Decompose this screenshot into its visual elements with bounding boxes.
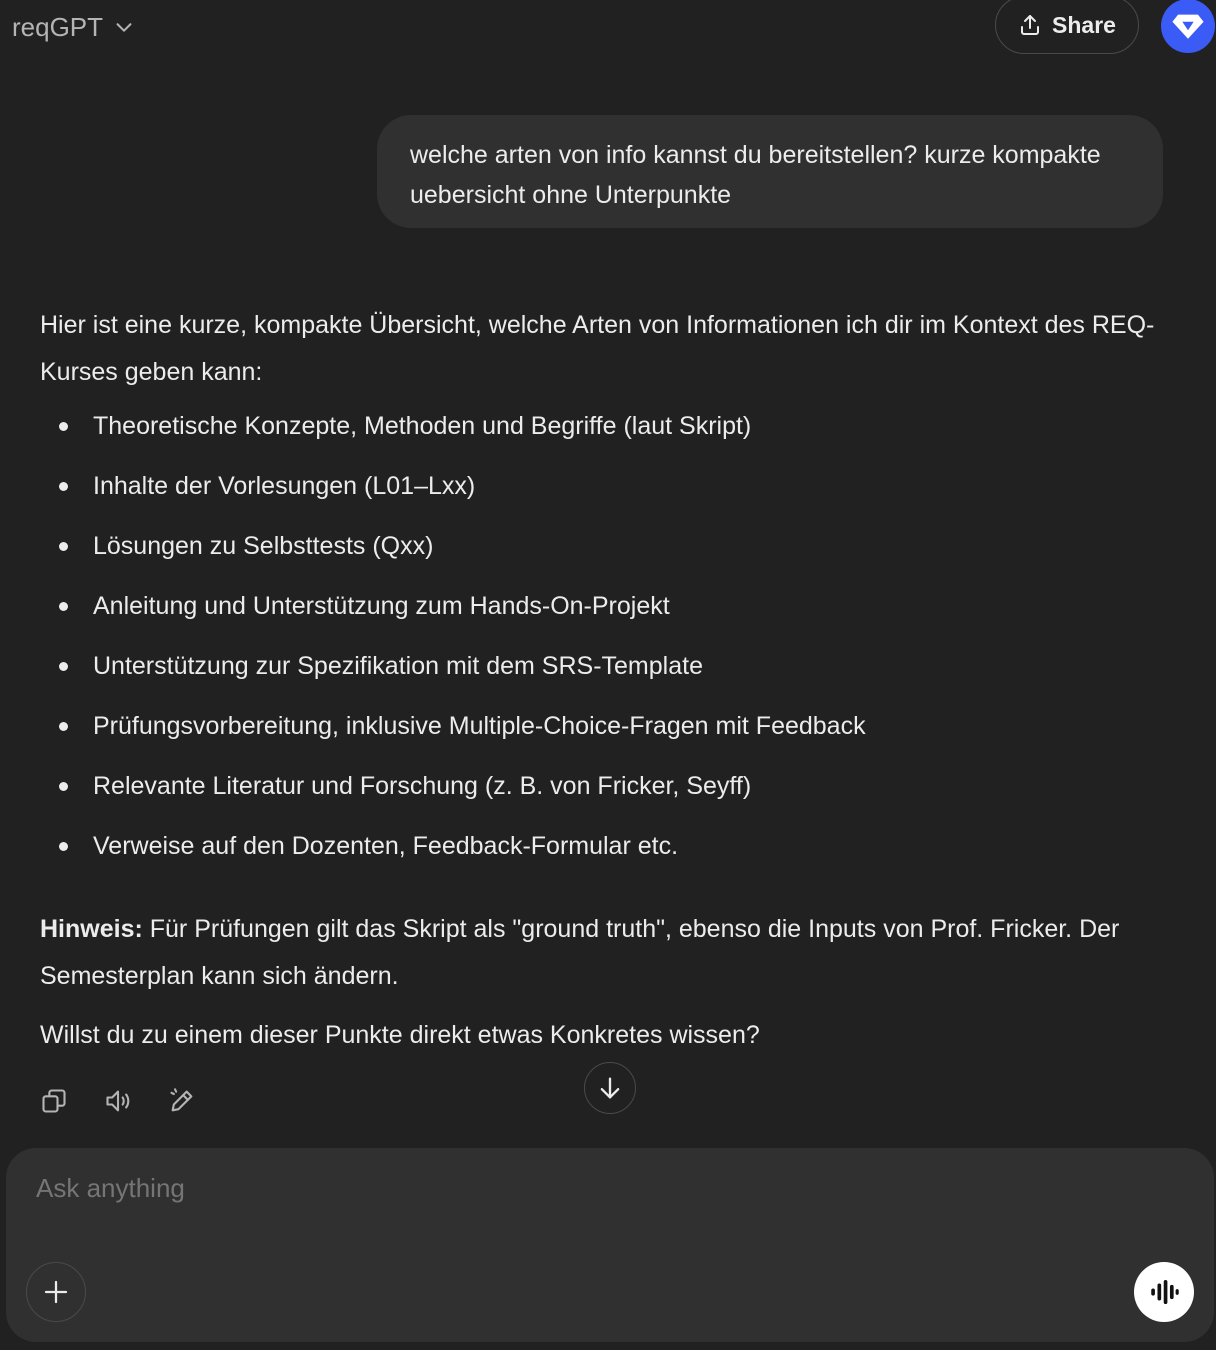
list-item: Relevante Literatur und Forschung (z. B. von Fricker, Seyff)	[40, 766, 1190, 826]
assistant-message	[40, 302, 1190, 1059]
read-aloud-button[interactable]	[104, 1087, 132, 1115]
plus-icon	[41, 1277, 71, 1307]
voice-wave-icon	[1147, 1275, 1181, 1309]
list-item: Prüfungsvorbereitung, inklusive Multiple-Choice-Fragen mit Feedback	[40, 706, 1190, 766]
model-switcher[interactable]	[12, 8, 135, 46]
list-item: Unterstützung zur Spezifikation mit dem SRS-Template	[40, 646, 1190, 706]
prompt-input[interactable]	[34, 1172, 1038, 1205]
list-item: Inhalte der Vorlesungen (L01–Lxx)	[40, 466, 1190, 526]
avatar[interactable]	[1161, 0, 1215, 53]
message-actions	[40, 1085, 196, 1117]
share-label: Share	[1052, 11, 1116, 38]
model-name: reqGPT	[12, 11, 104, 42]
assistant-question: Willst du zu einem dieser Punkte direkt etwas Konkretes wissen?	[40, 1021, 760, 1049]
attach-button[interactable]	[26, 1262, 86, 1322]
copy-button[interactable]	[40, 1087, 68, 1115]
diamond-icon	[1171, 9, 1205, 43]
note-label: Hinweis:	[40, 915, 143, 943]
share-button[interactable]	[995, 0, 1139, 54]
list-item: Theoretische Konzepte, Methoden und Begriffe (laut Skript)	[40, 406, 1190, 466]
list-item: Verweise auf den Dozenten, Feedback-Formular etc.	[40, 826, 1190, 886]
arrow-down-icon	[596, 1074, 624, 1102]
note-text: Für Prüfungen gilt das Skript als "ground truth", ebenso die Inputs von Prof. Fricker. Der Semesterplan kann sich ändern.	[40, 915, 1120, 990]
user-message: welche arten von info kannst du bereitstellen? kurze kompakte uebersicht ohne Unterpunkte	[377, 115, 1163, 228]
assistant-intro: Hier ist eine kurze, kompakte Übersicht, welche Arten von Informationen ich dir im Kontext des REQ-Kurses geben kann:	[40, 311, 1155, 386]
chevron-down-icon	[113, 16, 135, 38]
assistant-note	[40, 906, 1190, 1000]
edit-button[interactable]	[168, 1087, 196, 1115]
list-item: Anleitung und Unterstützung zum Hands-On-Projekt	[40, 586, 1190, 646]
upload-icon	[1018, 13, 1042, 37]
top-bar	[0, 0, 1216, 56]
speaker-icon	[104, 1087, 132, 1115]
composer	[6, 1148, 1214, 1342]
copy-icon	[40, 1087, 68, 1115]
list-item: Lösungen zu Selbsttests (Qxx)	[40, 526, 1190, 586]
edit-icon	[168, 1087, 196, 1115]
voice-mode-button[interactable]	[1134, 1262, 1194, 1322]
info-list	[40, 406, 1190, 886]
scroll-down-button[interactable]	[584, 1062, 636, 1114]
